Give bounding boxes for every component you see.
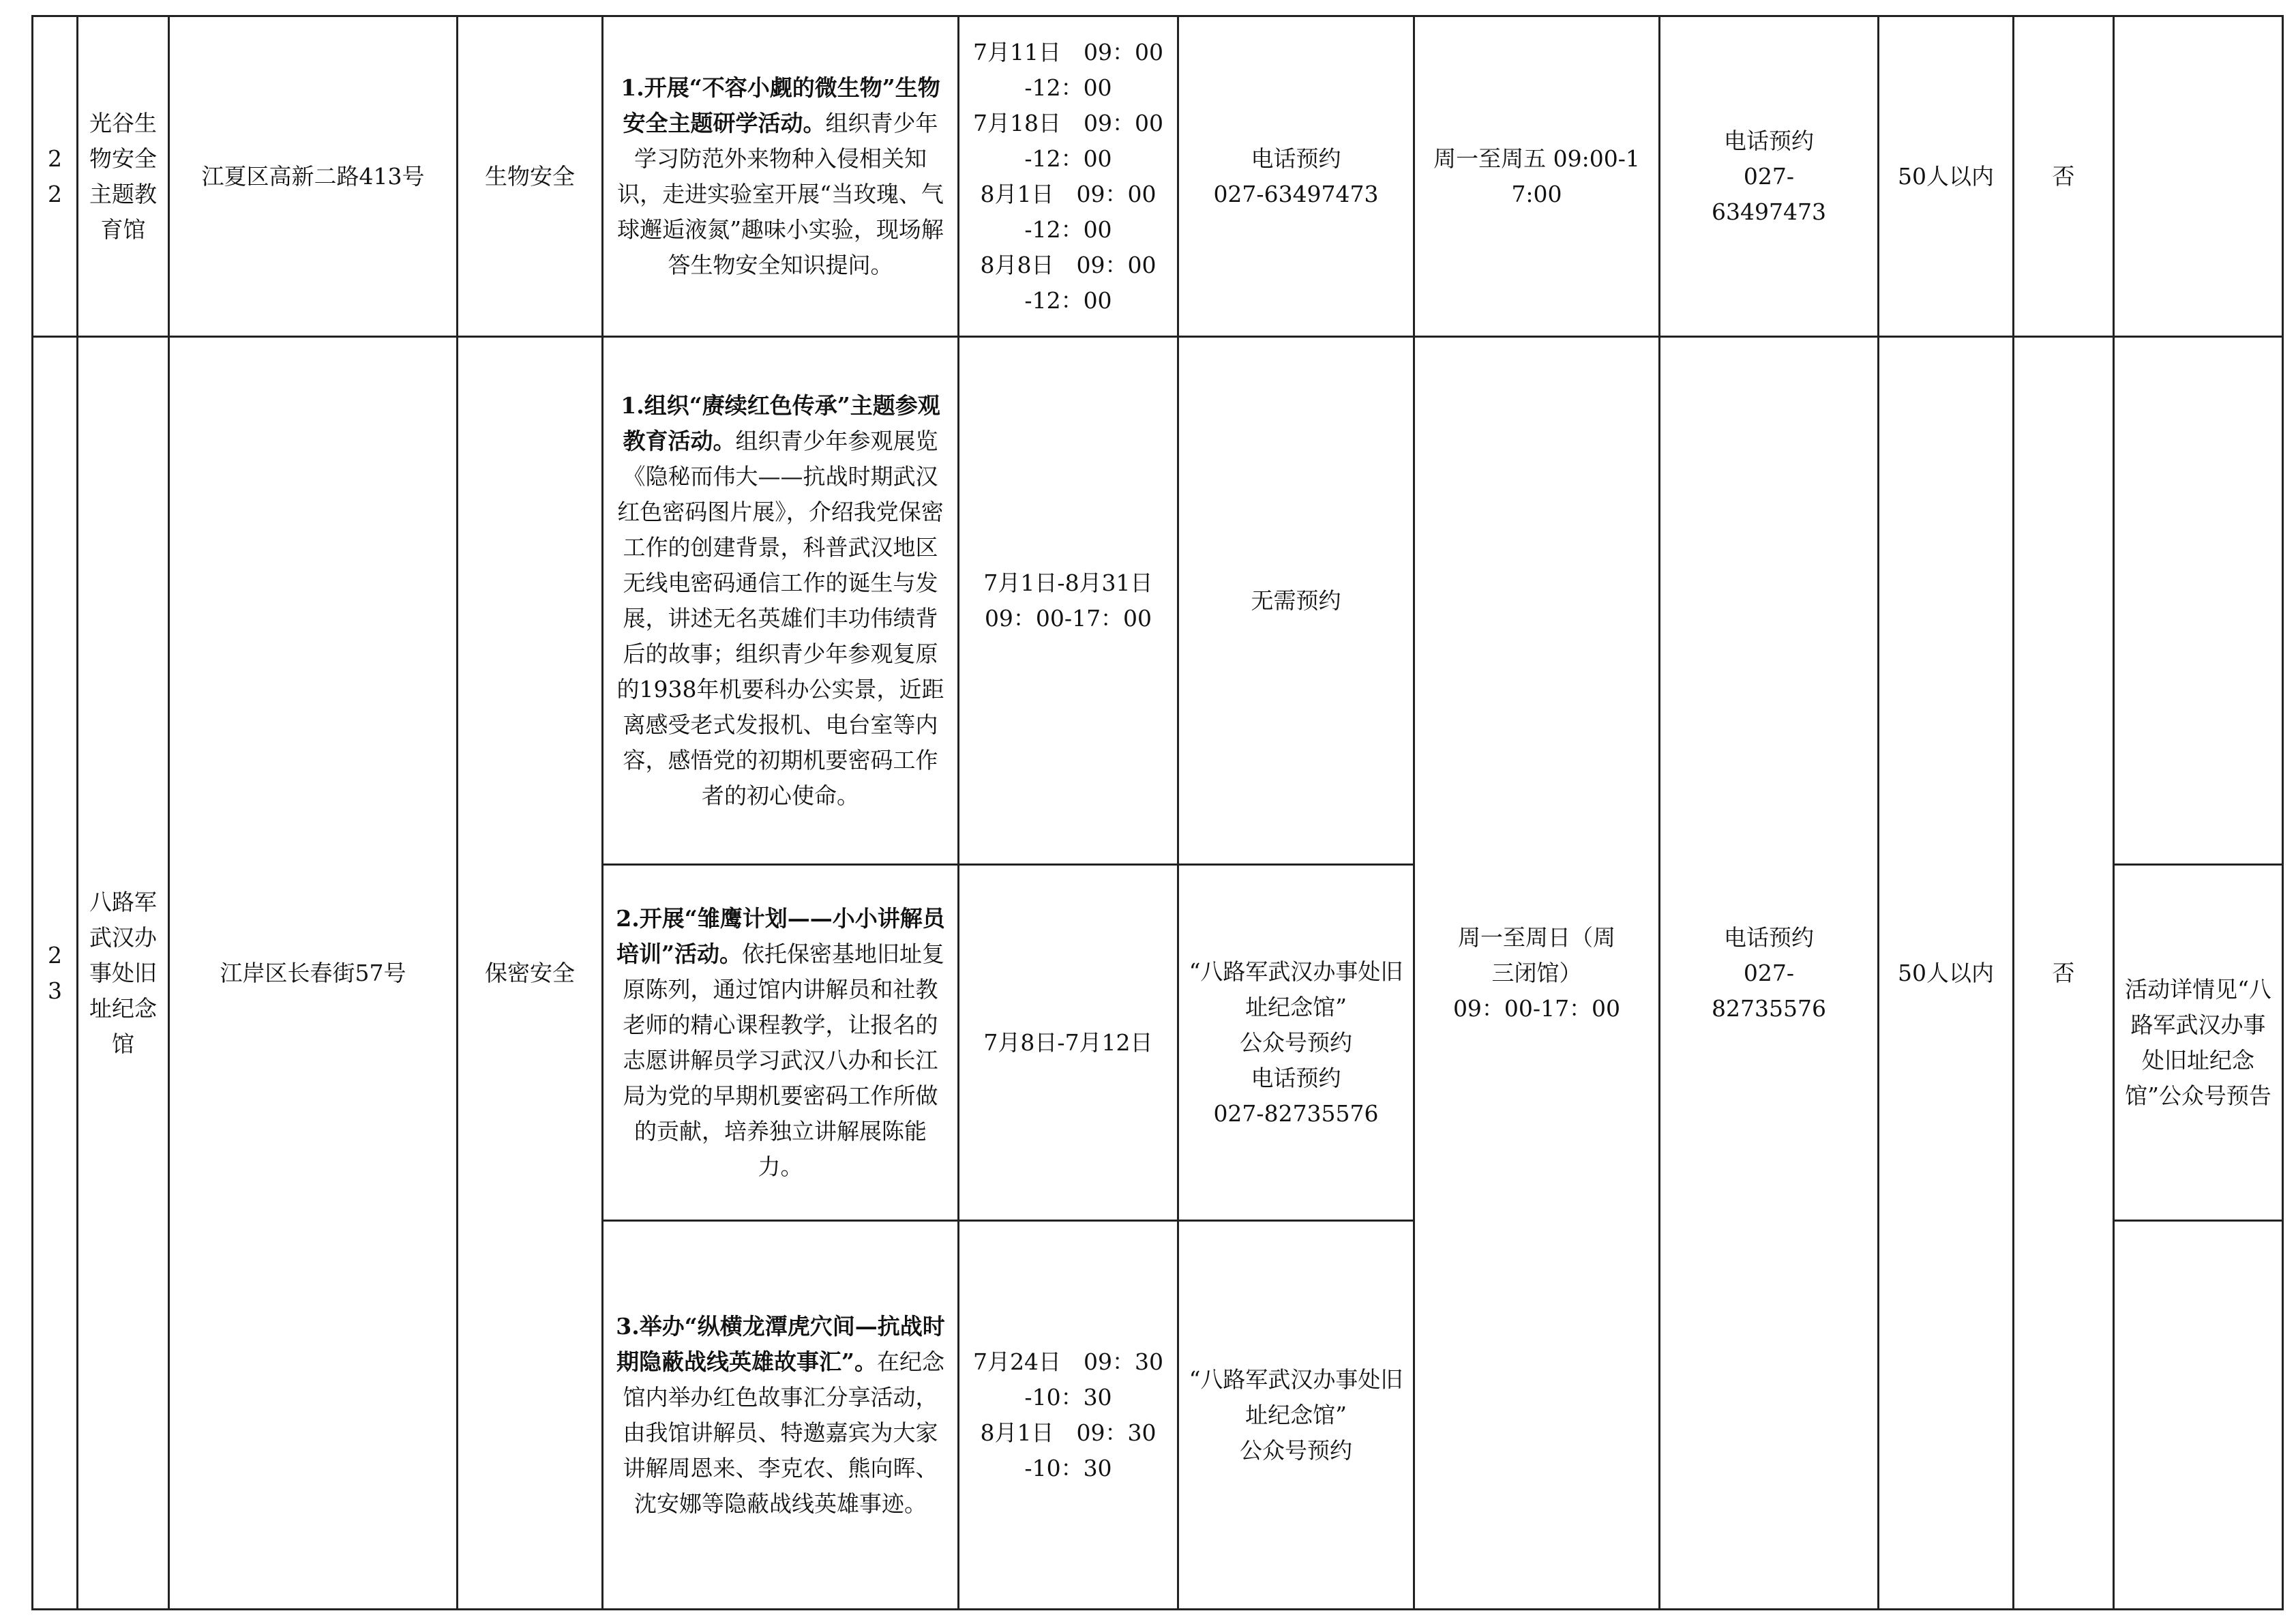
time-line: 7月24日 09：30	[973, 1348, 1163, 1375]
booking-line: 电话预约	[1251, 1064, 1341, 1091]
table-row	[33, 16, 2283, 337]
table-row	[33, 337, 2283, 865]
safety-topic: 生物安全	[458, 16, 603, 337]
venue-phone	[1660, 16, 1879, 337]
venue-name: 光谷生物安全主题教育馆	[78, 16, 169, 337]
phone-line: 027-	[1743, 959, 1795, 986]
activity-time	[959, 337, 1178, 865]
note: 活动详情见“八路军武汉办事处旧址纪念馆”公众号预告	[2114, 865, 2283, 1221]
activity-body: 组织青少年参观展览《隐秘而伟大——抗战时期武汉红色密码图片展》，介绍我党保密工作的创建背景，科普武汉地区无线电密码通信工作的诞生与发展，讲述无名英雄们丰功伟绩背后的故事；组织青少年参观复原的1938年机要科办公实景，近距离感受老式发报机、电台室等内容，感悟党的初期机要密码工作者的初心使命。	[616, 427, 944, 809]
venue-address: 江夏区高新二路413号	[169, 16, 458, 337]
activity-title: 1.开展“不容小觑的微生物”生物安全主题研学活动。	[621, 74, 940, 136]
activity-body: 在纪念馆内举办红色故事汇分享活动，由我馆讲解员、特邀嘉宾为大家讲解周恩来、李克农、熊向晖、沈安娜等隐蔽战线英雄事迹。	[623, 1348, 944, 1517]
time-line: 09：00-17：00	[984, 604, 1152, 632]
time-line: -10：30	[1024, 1454, 1112, 1481]
hours-line: 三闭馆）	[1491, 959, 1582, 986]
phone-line: 027-	[1743, 162, 1795, 190]
note-empty	[2114, 1221, 2283, 1610]
time-line: 7月1日-8月31日	[983, 569, 1153, 596]
fee-required: 否	[2014, 337, 2114, 1610]
activity-table	[31, 15, 2284, 1610]
activity-description	[603, 865, 959, 1221]
activity-time	[959, 16, 1178, 337]
phone-line: 电话预约	[1724, 127, 1814, 154]
row-number: 23	[33, 337, 78, 1610]
activity-title: 2.开展“雏鹰计划——小小讲解员培训”活动。	[616, 904, 945, 967]
opening-hours: 周一至周五 09:00-17:00	[1414, 16, 1660, 337]
time-line: -12：00	[1024, 74, 1112, 101]
activity-booking	[1178, 865, 1414, 1221]
phone-line: 82735576	[1712, 994, 1826, 1022]
time-line: 7月18日 09：00	[973, 109, 1163, 136]
venue-phone	[1660, 337, 1879, 1610]
venue-name: 八路军武汉办事处旧址纪念馆	[78, 337, 169, 1610]
booking-line: 027-82735576	[1213, 1099, 1379, 1127]
time-line: -12：00	[1024, 145, 1112, 172]
booking-line: “八路军武汉办事处旧址纪念馆”	[1189, 958, 1403, 1020]
activity-description	[603, 1221, 959, 1610]
booking-line: 公众号预约	[1240, 1029, 1352, 1056]
activity-booking	[1178, 1221, 1414, 1610]
fee-required: 否	[2014, 16, 2114, 337]
time-line: 8月1日 09：00	[980, 180, 1157, 207]
booking-line: 027-63497473	[1213, 180, 1379, 207]
row-number: 22	[33, 16, 78, 337]
activity-title: 1.组织“赓续红色传承”主题参观教育活动。	[621, 392, 940, 454]
venue-address: 江岸区长春街57号	[169, 337, 458, 1610]
activity-title: 3.举办“纵横龙潭虎穴间—抗战时期隐蔽战线英雄故事汇”。	[616, 1312, 945, 1375]
note	[2114, 16, 2283, 337]
note-empty	[2114, 337, 2283, 865]
hours-line: 09：00-17：00	[1452, 994, 1621, 1022]
booking-line: “八路军武汉办事处旧址纪念馆”	[1189, 1365, 1403, 1428]
time-line: 8月8日 09：00	[980, 251, 1157, 278]
activity-time	[959, 1221, 1178, 1610]
booking-line: 公众号预约	[1240, 1436, 1352, 1464]
time-line: -12：00	[1024, 286, 1112, 314]
safety-topic: 保密安全	[458, 337, 603, 1610]
time-line: 8月1日 09：30	[980, 1419, 1157, 1446]
phone-line: 电话预约	[1724, 924, 1814, 951]
booking-line: 无需预约	[1251, 587, 1341, 614]
time-line: 7月11日 09：00	[973, 38, 1163, 65]
booking-line: 电话预约	[1251, 145, 1341, 172]
time-line: -10：30	[1024, 1383, 1112, 1411]
capacity: 50人以内	[1879, 337, 2014, 1610]
time-line: 7月8日-7月12日	[983, 1029, 1153, 1056]
capacity: 50人以内	[1879, 16, 2014, 337]
activity-booking	[1178, 337, 1414, 865]
opening-hours	[1414, 337, 1660, 1610]
activity-description	[603, 337, 959, 865]
hours-line: 周一至周日（周	[1458, 924, 1615, 951]
activity-booking	[1178, 16, 1414, 337]
activity-description	[603, 16, 959, 337]
time-line: -12：00	[1024, 216, 1112, 243]
activity-time	[959, 865, 1178, 1221]
activity-body: 依托保密基地旧址复原陈列，通过馆内讲解员和社教老师的精心课程教学，让报名的志愿讲解员学习武汉八办和长江局为党的早期机要密码工作所做的贡献，培养独立讲解展陈能力。	[623, 940, 944, 1180]
phone-line: 63497473	[1712, 198, 1826, 225]
activity-body: 组织青少年学习防范外来物种入侵相关知识，走进实验室开展“当玫瑰、气球邂逅液氮”趣味小实验，现场解答生物安全知识提问。	[617, 109, 944, 278]
